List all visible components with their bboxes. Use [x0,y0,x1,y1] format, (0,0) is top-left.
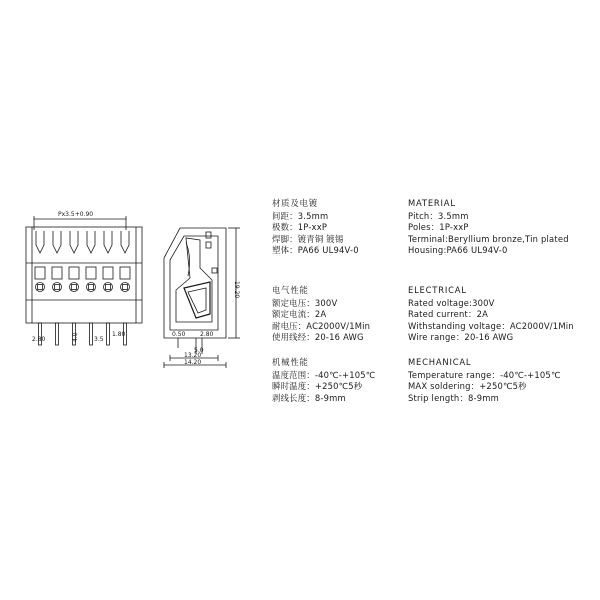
en-material-title: MATERIAL [408,198,456,208]
en-material-row: Poles：1P-xxP [408,222,469,232]
en-material-row: Terminal:Beryllium bronze,Tin plated [408,233,569,244]
terminal-pole [86,231,96,292]
en-mechanical-section [408,357,561,404]
en-electrical-title: ELECTRICAL [408,285,467,295]
cn-electrical-row: 使用线经：20-16 AWG [272,332,364,342]
cn-mechanical-row: 温度范围：-40℃-+105℃ [272,369,376,380]
front-view-drawing [18,205,148,375]
en-electrical-section [408,285,574,344]
cn-material-title: 材质及电镀 [272,198,318,208]
cn-electrical-row: 额定电流：2A [272,309,327,319]
cn-electrical-row: 额定电压：300V [272,297,338,308]
cn-mechanical-section [272,357,375,404]
terminal-pole [52,231,62,292]
terminal-pole [69,231,79,292]
en-mechanical-row: Strip length：8-9mm [408,392,500,403]
solder-pin [107,323,110,345]
cn-material-row: 间距：3.5mm [272,210,329,221]
en-mechanical-row: Temperature range：-40℃-+105℃ [408,369,561,380]
en-electrical-row: Rated current：2A [408,309,489,319]
cn-material-row: 焊脚：镀青铜 镀锡 [272,233,344,244]
front-dim-1: 2.80 [32,336,46,343]
en-mechanical-title: MECHANICAL [408,357,472,367]
foot-dim-c: 5.0 [194,347,204,354]
cn-electrical-row: 耐电压：AC2000V/1Min [272,320,371,331]
en-mechanical-row: MAX soldering：+250℃5秒 [408,381,527,391]
cn-mechanical-title: 机械性能 [272,357,309,367]
terminal-pole [35,231,45,292]
cn-electrical-title: 电气性能 [272,285,309,295]
cn-mechanical-row: 剥线长度：8-9mm [272,392,346,403]
cn-material-section [272,198,359,257]
height-dimension-label: 19.20 [233,281,240,299]
solder-pin [56,323,59,345]
solder-pin [90,323,93,345]
cn-material-row: 塑体：PA66 UL94V-0 [272,245,359,255]
cn-electrical-section [272,285,370,344]
en-electrical-row: Withstanding voltage：AC2000V/1Min [408,320,574,331]
en-electrical-row: Rated voltage:300V [408,297,495,308]
foot-dim-a: 0.50 [172,331,186,338]
inner-width-label: 13.20 [184,352,202,359]
pitch-dimension-label: Px3.5+0.90 [58,211,94,218]
side-view-drawing [156,218,256,368]
terminal-pole [120,231,130,292]
en-material-section [408,198,569,257]
foot-dim-b: 2.80 [200,331,214,338]
cn-mechanical-row: 瞬时温度：+250℃5秒 [272,381,363,391]
front-dim-2: 4.0 [72,332,79,342]
terminal-pole [103,231,113,292]
en-material-row: Housing:PA66 UL94V-0 [408,245,508,255]
front-dim-3: 3.5 [94,336,104,343]
outer-width-label: 14.20 [184,359,202,366]
en-electrical-row: Wire range：20-16 AWG [408,332,514,342]
en-material-row: Pitch：3.5mm [408,210,469,221]
front-dim-4: 1.80 [112,331,126,338]
cn-material-row: 极数：1P-xxP [272,222,328,232]
